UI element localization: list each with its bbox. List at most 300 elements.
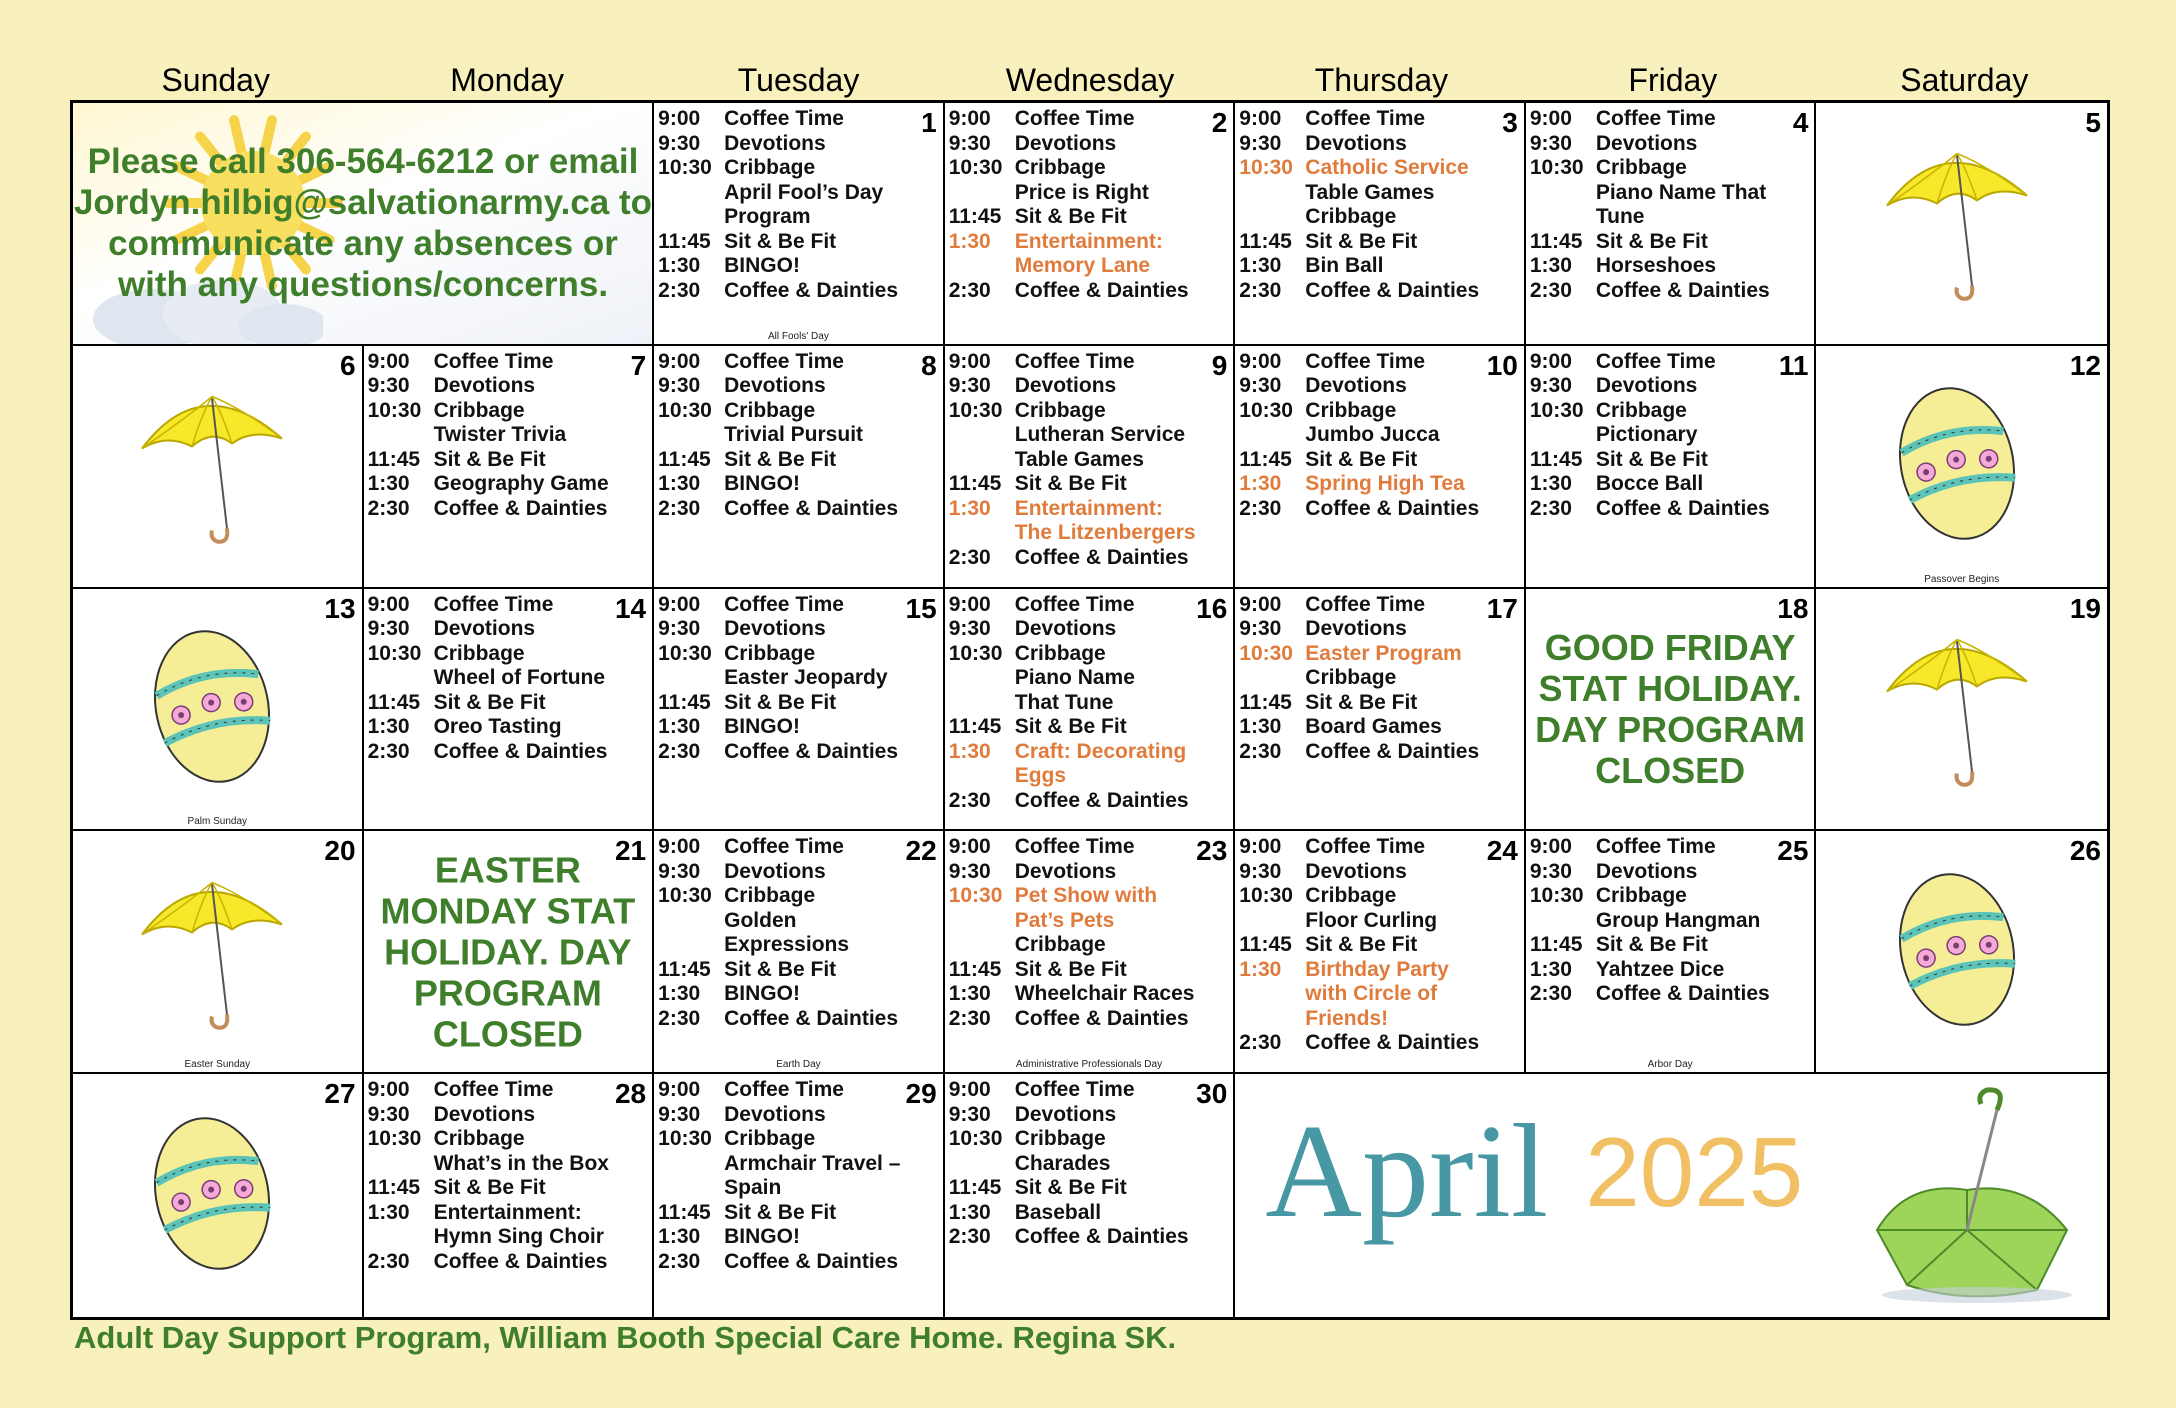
event-row — [1530, 472, 1809, 497]
event-time: 11:45 — [1529, 933, 1583, 957]
event-name: Cribbage — [1305, 205, 1397, 228]
event-time — [658, 1152, 724, 1201]
day-cell-15 — [654, 589, 945, 832]
event-row — [658, 350, 937, 375]
event-name: Coffee & Dainties — [1014, 545, 1189, 569]
event-time: 1:30 — [948, 982, 991, 1006]
event-name: Cribbage — [1305, 398, 1397, 422]
event-time — [1239, 423, 1305, 448]
event-row — [949, 497, 1228, 546]
event-row — [1239, 279, 1518, 304]
event-row — [658, 156, 937, 181]
event-name: Coffee & Dainties — [433, 496, 608, 520]
event-name: Cribbage — [1305, 884, 1397, 908]
event-row — [658, 1007, 937, 1032]
event-time: 2:30 — [948, 788, 991, 812]
event-time: 10:30 — [1529, 884, 1584, 908]
event-time: 10:30 — [367, 641, 422, 665]
event-time: 10:30 — [948, 398, 1003, 422]
event-time: 9:00 — [367, 349, 410, 373]
event-time: 1:30 — [948, 496, 991, 520]
event-time: 11:45 — [1239, 690, 1292, 714]
event-name: Devotions — [1595, 131, 1698, 155]
event-row — [949, 1201, 1228, 1226]
event-name: Golden Expressions — [724, 908, 850, 957]
yellow-umbrella-icon — [1877, 136, 2047, 311]
event-name: Entertainment: Hymn Sing Choir — [433, 1200, 604, 1249]
event-name: Trivial Pursuit — [724, 423, 864, 447]
event-row — [658, 1225, 937, 1250]
event-time: 9:30 — [948, 131, 991, 155]
event-name: BINGO! — [724, 1225, 800, 1249]
event-row — [949, 642, 1228, 667]
event-name: BINGO! — [724, 472, 800, 496]
event-row — [949, 617, 1228, 642]
contact-banner — [73, 103, 652, 344]
event-row — [1530, 835, 1809, 860]
day-cell-27 — [73, 1074, 364, 1317]
event-time: 2:30 — [367, 739, 410, 763]
event-time: 9:00 — [1239, 107, 1282, 130]
observance-note: Passover Begins — [1924, 573, 2000, 585]
event-time: 9:00 — [948, 107, 991, 130]
event-name: Coffee Time — [1014, 1078, 1135, 1102]
event-row — [658, 497, 937, 522]
event-row — [1530, 399, 1809, 424]
event-row — [949, 374, 1228, 399]
event-time: 2:30 — [658, 739, 701, 763]
event-row — [949, 1007, 1228, 1032]
event-list — [949, 107, 1228, 303]
event-time: 10:30 — [367, 1127, 422, 1151]
event-list — [658, 1078, 937, 1274]
event-row — [658, 472, 937, 497]
event-name: Cribbage — [433, 1127, 525, 1151]
event-time: 1:30 — [1239, 957, 1282, 981]
day-number: 2 — [1211, 107, 1228, 138]
event-time: 2:30 — [1239, 278, 1282, 302]
event-name: Coffee & Dainties — [724, 1249, 899, 1273]
day-number: 29 — [905, 1078, 937, 1110]
day-number: 24 — [1486, 835, 1518, 867]
event-time: 2:30 — [1239, 739, 1282, 763]
event-list — [949, 593, 1228, 814]
event-name: Coffee & Dainties — [724, 278, 899, 302]
event-row — [368, 691, 647, 716]
easter-egg-icon — [152, 1113, 282, 1278]
day-number: 30 — [1196, 1078, 1228, 1110]
event-name: Coffee Time — [1014, 835, 1135, 859]
event-time — [949, 423, 1015, 448]
event-time: 9:00 — [658, 107, 701, 130]
yellow-umbrella-icon — [132, 864, 302, 1039]
event-name: Bocce Ball — [1595, 472, 1704, 496]
event-time: 9:00 — [658, 1078, 701, 1102]
event-name: Sit & Be Fit — [433, 447, 546, 471]
event-time: 1:30 — [367, 1200, 410, 1224]
event-name: Price is Right — [1014, 180, 1149, 204]
event-name: Birthday Party with Circle of Friends! — [1305, 957, 1449, 1030]
event-row — [949, 448, 1228, 473]
event-name: Baseball — [1014, 1200, 1102, 1224]
event-row — [949, 740, 1228, 789]
day-cell-10 — [1235, 346, 1526, 589]
event-name: Coffee Time — [724, 835, 844, 859]
observance-note: Administrative Professionals Day — [1015, 1059, 1163, 1071]
event-name: Coffee Time — [1595, 349, 1716, 373]
event-time — [1239, 181, 1305, 206]
event-time: 9:30 — [367, 374, 410, 398]
event-time: 10:30 — [1239, 641, 1293, 665]
event-row — [949, 107, 1228, 132]
event-time: 2:30 — [367, 1249, 410, 1273]
event-name: Easter Program — [1305, 641, 1462, 665]
event-time: 9:00 — [367, 592, 410, 616]
day-cell-12 — [1816, 346, 2107, 589]
event-name: Cribbage — [724, 156, 816, 179]
event-time: 10:30 — [948, 1127, 1003, 1151]
event-name: Sit & Be Fit — [1595, 447, 1708, 471]
event-row — [1239, 958, 1518, 1032]
event-row — [368, 740, 647, 765]
event-row — [949, 835, 1228, 860]
event-name: Coffee & Dainties — [1305, 278, 1480, 302]
event-row — [368, 1176, 647, 1201]
event-name: Catholic Service — [1305, 156, 1469, 179]
event-row — [1239, 497, 1518, 522]
event-name: Coffee Time — [1305, 835, 1426, 859]
event-time: 2:30 — [367, 496, 410, 520]
event-time: 2:30 — [658, 278, 701, 302]
event-name: Coffee Time — [433, 349, 554, 373]
event-time: 10:30 — [658, 1127, 712, 1151]
event-name: Devotions — [1305, 617, 1407, 641]
event-time: 9:30 — [1239, 374, 1282, 398]
event-row — [1530, 884, 1809, 909]
event-name: Craft: Decorating Eggs — [1014, 739, 1187, 788]
month-title-block — [1235, 1074, 2107, 1317]
event-time — [1530, 909, 1596, 934]
event-row — [949, 789, 1228, 814]
event-row — [658, 132, 937, 157]
event-time: 11:45 — [658, 229, 711, 253]
event-name: Sit & Be Fit — [1014, 957, 1127, 981]
event-name: Cribbage — [1014, 933, 1106, 957]
observance-note: Arbor Day — [1647, 1059, 1693, 1071]
event-row — [949, 423, 1228, 448]
event-time: 9:00 — [948, 1078, 991, 1102]
event-name: Twister Trivia — [433, 423, 567, 447]
event-name: Sit & Be Fit — [724, 229, 837, 253]
event-name: Coffee Time — [1595, 107, 1716, 130]
event-row — [658, 958, 937, 983]
event-row — [1239, 472, 1518, 497]
event-time: 2:30 — [1239, 496, 1282, 520]
event-row — [368, 593, 647, 618]
event-name: Horseshoes — [1595, 254, 1717, 277]
event-row — [658, 1127, 937, 1152]
event-list — [658, 593, 937, 765]
event-name: Wheelchair Races — [1014, 982, 1195, 1006]
month-title: April — [1265, 1097, 1549, 1246]
event-time — [949, 691, 1015, 716]
day-cell-24 — [1235, 831, 1526, 1074]
event-row — [368, 1152, 647, 1177]
event-name: Entertainment: The Litzenbergers — [1014, 496, 1196, 545]
event-list — [1239, 107, 1518, 303]
event-row — [368, 399, 647, 424]
event-time: 1:30 — [658, 472, 701, 496]
day-cell-4 — [1526, 103, 1817, 346]
day-number: 16 — [1196, 592, 1228, 624]
event-time: 9:00 — [658, 349, 701, 373]
year-title: 2025 — [1585, 1117, 1804, 1228]
event-time: 9:30 — [658, 1102, 701, 1126]
event-row — [1239, 399, 1518, 424]
event-name: Coffee Time — [1305, 107, 1426, 130]
event-row — [658, 423, 937, 448]
event-name: Cribbage — [1595, 156, 1687, 179]
event-time — [1239, 205, 1305, 230]
event-row — [949, 132, 1228, 157]
event-row — [1239, 132, 1518, 157]
event-row — [1239, 860, 1518, 885]
days-of-week-header — [70, 60, 2110, 100]
holiday-notice: GOOD FRIDAY STAT HOLIDAY. DAY PROGRAM CLOSED — [1535, 626, 1806, 791]
yellow-umbrella-icon — [1877, 621, 2047, 796]
event-row — [658, 666, 937, 691]
event-name: Sit & Be Fit — [1595, 933, 1708, 957]
event-time: 9:00 — [948, 835, 991, 859]
day-number: 23 — [1196, 835, 1228, 867]
day-number: 4 — [1792, 107, 1809, 138]
event-name: Coffee & Dainties — [1014, 278, 1189, 302]
event-time: 2:30 — [1529, 982, 1572, 1006]
event-row — [368, 1127, 647, 1152]
event-time: 9:30 — [948, 617, 991, 641]
event-row — [949, 472, 1228, 497]
event-row — [368, 1078, 647, 1103]
day-cell-22 — [654, 831, 945, 1074]
event-name: Coffee & Dainties — [1595, 496, 1770, 520]
event-name: Table Games — [1305, 180, 1435, 204]
event-row — [949, 279, 1228, 304]
event-name: Cribbage — [724, 1127, 816, 1151]
day-number: 1 — [921, 107, 937, 138]
event-time: 9:00 — [658, 835, 701, 859]
event-row — [1239, 617, 1518, 642]
event-time: 9:30 — [367, 617, 410, 641]
event-time: 1:30 — [658, 1225, 701, 1249]
event-name: Devotions — [1014, 374, 1117, 398]
event-time: 11:45 — [948, 715, 1002, 739]
day-number: 14 — [614, 592, 647, 624]
event-name: Cribbage — [1014, 1127, 1106, 1151]
event-row — [1530, 230, 1809, 255]
event-row — [1239, 1031, 1518, 1056]
event-name: Cribbage — [724, 884, 816, 908]
day-number: 5 — [2085, 107, 2101, 138]
event-time: 1:30 — [948, 1200, 991, 1224]
event-name: Coffee Time — [724, 107, 844, 130]
event-name: Piano Name — [1014, 666, 1135, 690]
event-name: Coffee & Dainties — [1595, 982, 1770, 1006]
event-time: 2:30 — [948, 278, 991, 302]
event-list — [1239, 593, 1518, 765]
event-name: Coffee & Dainties — [1305, 1031, 1480, 1055]
day-cell-8 — [654, 346, 945, 589]
event-row — [1530, 860, 1809, 885]
event-time: 1:30 — [1239, 715, 1282, 739]
event-time: 9:30 — [1529, 131, 1572, 155]
event-time: 10:30 — [1239, 398, 1293, 422]
event-time: 10:30 — [1239, 156, 1293, 179]
contact-message: Please call 306-564-6212 or email Jordyn.hilbig@salvationarmy.ca to communicate any absences or with any questions/concerns. — [73, 142, 653, 304]
day-number: 20 — [324, 835, 356, 867]
day-of-week-sunday: Sunday — [161, 62, 270, 98]
day-of-week-wednesday: Wednesday — [1005, 62, 1175, 98]
day-number: 25 — [1777, 835, 1809, 867]
event-name: Sit & Be Fit — [724, 957, 837, 981]
event-row — [949, 1225, 1228, 1250]
event-time: 1:30 — [367, 715, 410, 739]
event-name: Sit & Be Fit — [724, 690, 837, 714]
day-cell-14 — [364, 589, 655, 832]
event-name: Jumbo Jucca — [1305, 423, 1440, 447]
event-name: Devotions — [724, 617, 826, 641]
event-row — [1239, 254, 1518, 279]
event-row — [949, 691, 1228, 716]
event-time: 1:30 — [367, 472, 410, 496]
event-name: Devotions — [724, 374, 826, 398]
event-row — [1239, 107, 1518, 132]
event-time: 9:30 — [1529, 859, 1572, 883]
event-row — [658, 740, 937, 765]
event-name: Cribbage — [1014, 641, 1106, 665]
event-row — [658, 1201, 937, 1226]
event-row — [658, 399, 937, 424]
day-number: 17 — [1486, 592, 1518, 624]
day-number: 12 — [2069, 349, 2101, 381]
event-name: Floor Curling — [1305, 908, 1438, 932]
day-cell-7 — [364, 346, 655, 589]
event-time — [368, 666, 434, 691]
event-name: Sit & Be Fit — [1305, 933, 1418, 957]
event-list — [1530, 107, 1809, 303]
event-time: 2:30 — [658, 496, 701, 520]
event-time: 11:45 — [367, 1176, 421, 1200]
event-time: 2:30 — [1529, 496, 1572, 520]
event-name: That Tune — [1014, 690, 1114, 714]
event-row — [1239, 156, 1518, 181]
event-time: 2:30 — [658, 1249, 701, 1273]
event-time: 1:30 — [1239, 254, 1282, 277]
event-row — [658, 107, 937, 132]
event-row — [1530, 181, 1809, 230]
event-time: 1:30 — [1529, 472, 1572, 496]
event-name: Devotions — [1595, 859, 1698, 883]
event-time: 10:30 — [1239, 884, 1293, 908]
event-name: Coffee & Dainties — [1014, 788, 1189, 812]
event-name: Sit & Be Fit — [724, 447, 837, 471]
event-time: 9:00 — [367, 1078, 410, 1102]
event-row — [1530, 350, 1809, 375]
event-name: Group Hangman — [1595, 908, 1761, 932]
day-number: 8 — [921, 349, 937, 381]
event-row — [1530, 156, 1809, 181]
event-name: What’s in the Box — [433, 1151, 609, 1175]
event-name: Devotions — [724, 131, 826, 155]
event-row — [368, 423, 647, 448]
event-row — [1530, 254, 1809, 279]
event-row — [658, 448, 937, 473]
event-row — [1530, 958, 1809, 983]
event-row — [658, 617, 937, 642]
event-time — [1239, 909, 1305, 934]
event-time: 9:30 — [658, 617, 701, 641]
event-time: 9:00 — [1239, 835, 1282, 859]
event-row — [1239, 205, 1518, 230]
event-name: BINGO! — [724, 715, 800, 739]
day-number: 27 — [324, 1078, 356, 1110]
event-time: 2:30 — [658, 1006, 701, 1030]
event-row — [368, 1103, 647, 1128]
event-name: BINGO! — [724, 982, 800, 1006]
day-cell-3 — [1235, 103, 1526, 346]
easter-egg-icon — [1897, 384, 2027, 549]
event-row — [1239, 423, 1518, 448]
event-row — [949, 399, 1228, 424]
event-row — [949, 350, 1228, 375]
observance-note: Earth Day — [776, 1059, 821, 1071]
event-row — [1239, 715, 1518, 740]
day-cell-26 — [1816, 831, 2107, 1074]
event-row — [368, 617, 647, 642]
event-name: BINGO! — [724, 254, 800, 277]
event-time: 1:30 — [658, 982, 701, 1006]
event-time: 9:30 — [948, 859, 991, 883]
event-row — [658, 860, 937, 885]
event-row — [949, 933, 1228, 958]
event-row — [658, 230, 937, 255]
event-row — [658, 715, 937, 740]
event-time — [658, 909, 724, 958]
event-time: 2:30 — [948, 545, 991, 569]
event-row — [658, 691, 937, 716]
event-name: Coffee & Dainties — [724, 1006, 899, 1030]
event-time: 10:30 — [658, 156, 712, 179]
day-number: 6 — [339, 349, 356, 381]
event-time: 1:30 — [658, 254, 701, 277]
event-list — [368, 593, 647, 765]
calendar-grid — [70, 100, 2110, 1320]
event-time: 9:30 — [658, 859, 701, 883]
event-row — [949, 958, 1228, 983]
contact-cell — [73, 103, 654, 346]
event-time: 9:30 — [1239, 859, 1282, 883]
event-row — [1239, 835, 1518, 860]
event-name: Devotions — [433, 374, 536, 398]
event-name: Cribbage — [724, 398, 816, 422]
event-time: 2:30 — [1239, 1031, 1282, 1055]
event-time: 2:30 — [948, 1225, 991, 1249]
event-time: 9:30 — [367, 1102, 410, 1126]
observance-note: Palm Sunday — [187, 816, 248, 828]
event-time — [658, 181, 724, 230]
event-list — [658, 107, 937, 303]
day-cell-19 — [1816, 589, 2107, 832]
event-time: 10:30 — [1529, 156, 1584, 179]
